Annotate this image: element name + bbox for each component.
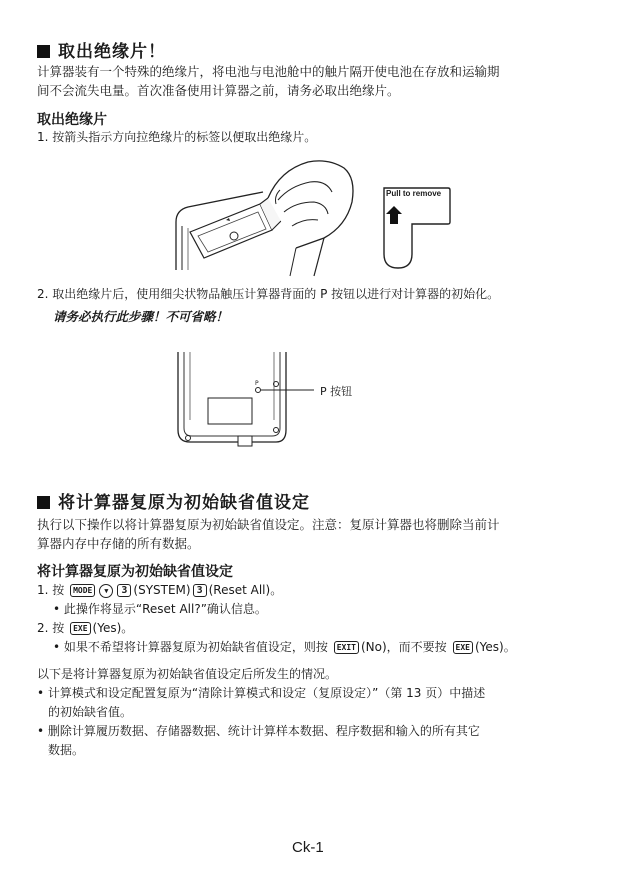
intro-line: 间不会流失电量。首次准备使用计算器之前，请务必取出绝缘片。 <box>37 83 400 98</box>
intro-paragraph-2 <box>37 515 500 553</box>
step-text: (SYSTEM) <box>133 583 191 597</box>
subheading-remove-insulator: 取出绝缘片 <box>37 112 107 128</box>
warning-text: 请务必执行此步骤！不可省略！ <box>53 309 229 324</box>
reset-step-2-note <box>53 638 516 657</box>
exe-key: EXE <box>70 622 90 635</box>
step-1-text: 1. 按箭头指示方向拉绝缘片的标签以便取出绝缘片。 <box>37 130 317 144</box>
after-reset-intro: 以下是将计算器复原为初始缺省值设定后所发生的情况。 <box>37 667 338 681</box>
calculator-back-illustration <box>174 350 294 450</box>
p-letter: P <box>255 380 259 387</box>
key-3: 3 <box>193 584 207 597</box>
key-3: 3 <box>117 584 131 597</box>
exe-key: EXE <box>453 641 473 654</box>
mode-key: MODE <box>70 584 95 597</box>
after-reset-bullet-2 <box>37 722 480 760</box>
section-title-reset-defaults <box>37 488 310 513</box>
hand-pulling-tab-illustration <box>168 152 358 277</box>
exit-key: EXIT <box>334 641 359 654</box>
step-prefix: 1. 按 <box>37 583 65 597</box>
down-arrow-key-icon: ▼ <box>99 584 113 598</box>
section-bullet-square <box>37 45 50 58</box>
p-button-label: P 按钮 <box>320 385 353 398</box>
bullet-line: 数据。 <box>48 743 85 757</box>
subheading-reset-defaults: 将计算器复原为初始缺省值设定 <box>37 564 233 580</box>
intro-line: 算器内存中存储的所有数据。 <box>37 536 200 551</box>
section-title-remove-insulator <box>37 37 166 62</box>
intro-line: 计算器装有一个特殊的绝缘片，将电池与电池舱中的触片隔开使电池在存放和运输期 <box>37 64 500 79</box>
bullet-line: • 删除计算履历数据、存储器数据、统计计算样本数据、程序数据和输入的所有其它 <box>37 724 480 738</box>
reset-step-1 <box>37 581 282 600</box>
tag-label: Pull to remove <box>386 189 442 198</box>
section-title-text: 取出绝缘片！ <box>58 42 166 62</box>
step-2-text: 2. 取出绝缘片后，使用细尖状物品触压计算器背面的 P 按钮以进行对计算器的初始化。 <box>37 287 500 301</box>
reset-step-1-note: • 此操作将显示“Reset All?”确认信息。 <box>53 602 267 616</box>
note-text: (No)，而不要按 <box>361 640 447 654</box>
note-text: (Yes)。 <box>474 640 516 654</box>
step-text: (Yes)。 <box>92 621 134 635</box>
section-title-text: 将计算器复原为初始缺省值设定 <box>58 493 310 513</box>
step-text: (Reset All)。 <box>208 583 283 597</box>
bullet-line: • 计算模式和设定配置复原为“清除计算模式和设定（复原设定）”（第 13 页）中描述 <box>37 686 486 700</box>
section-bullet-square <box>37 496 50 509</box>
intro-line: 执行以下操作以将计算器复原为初始缺省值设定。注意：复原计算器也将删除当前计 <box>37 517 500 532</box>
bullet-line: 的初始缺省值。 <box>48 705 133 719</box>
p-button <box>256 388 261 393</box>
intro-paragraph-1 <box>37 62 500 100</box>
note-text: • 如果不希望将计算器复原为初始缺省值设定，则按 <box>53 640 328 654</box>
page-number: Ck-1 <box>292 839 324 856</box>
step-prefix: 2. 按 <box>37 621 65 635</box>
after-reset-bullet-1 <box>37 684 485 722</box>
reset-step-2 <box>37 619 133 638</box>
